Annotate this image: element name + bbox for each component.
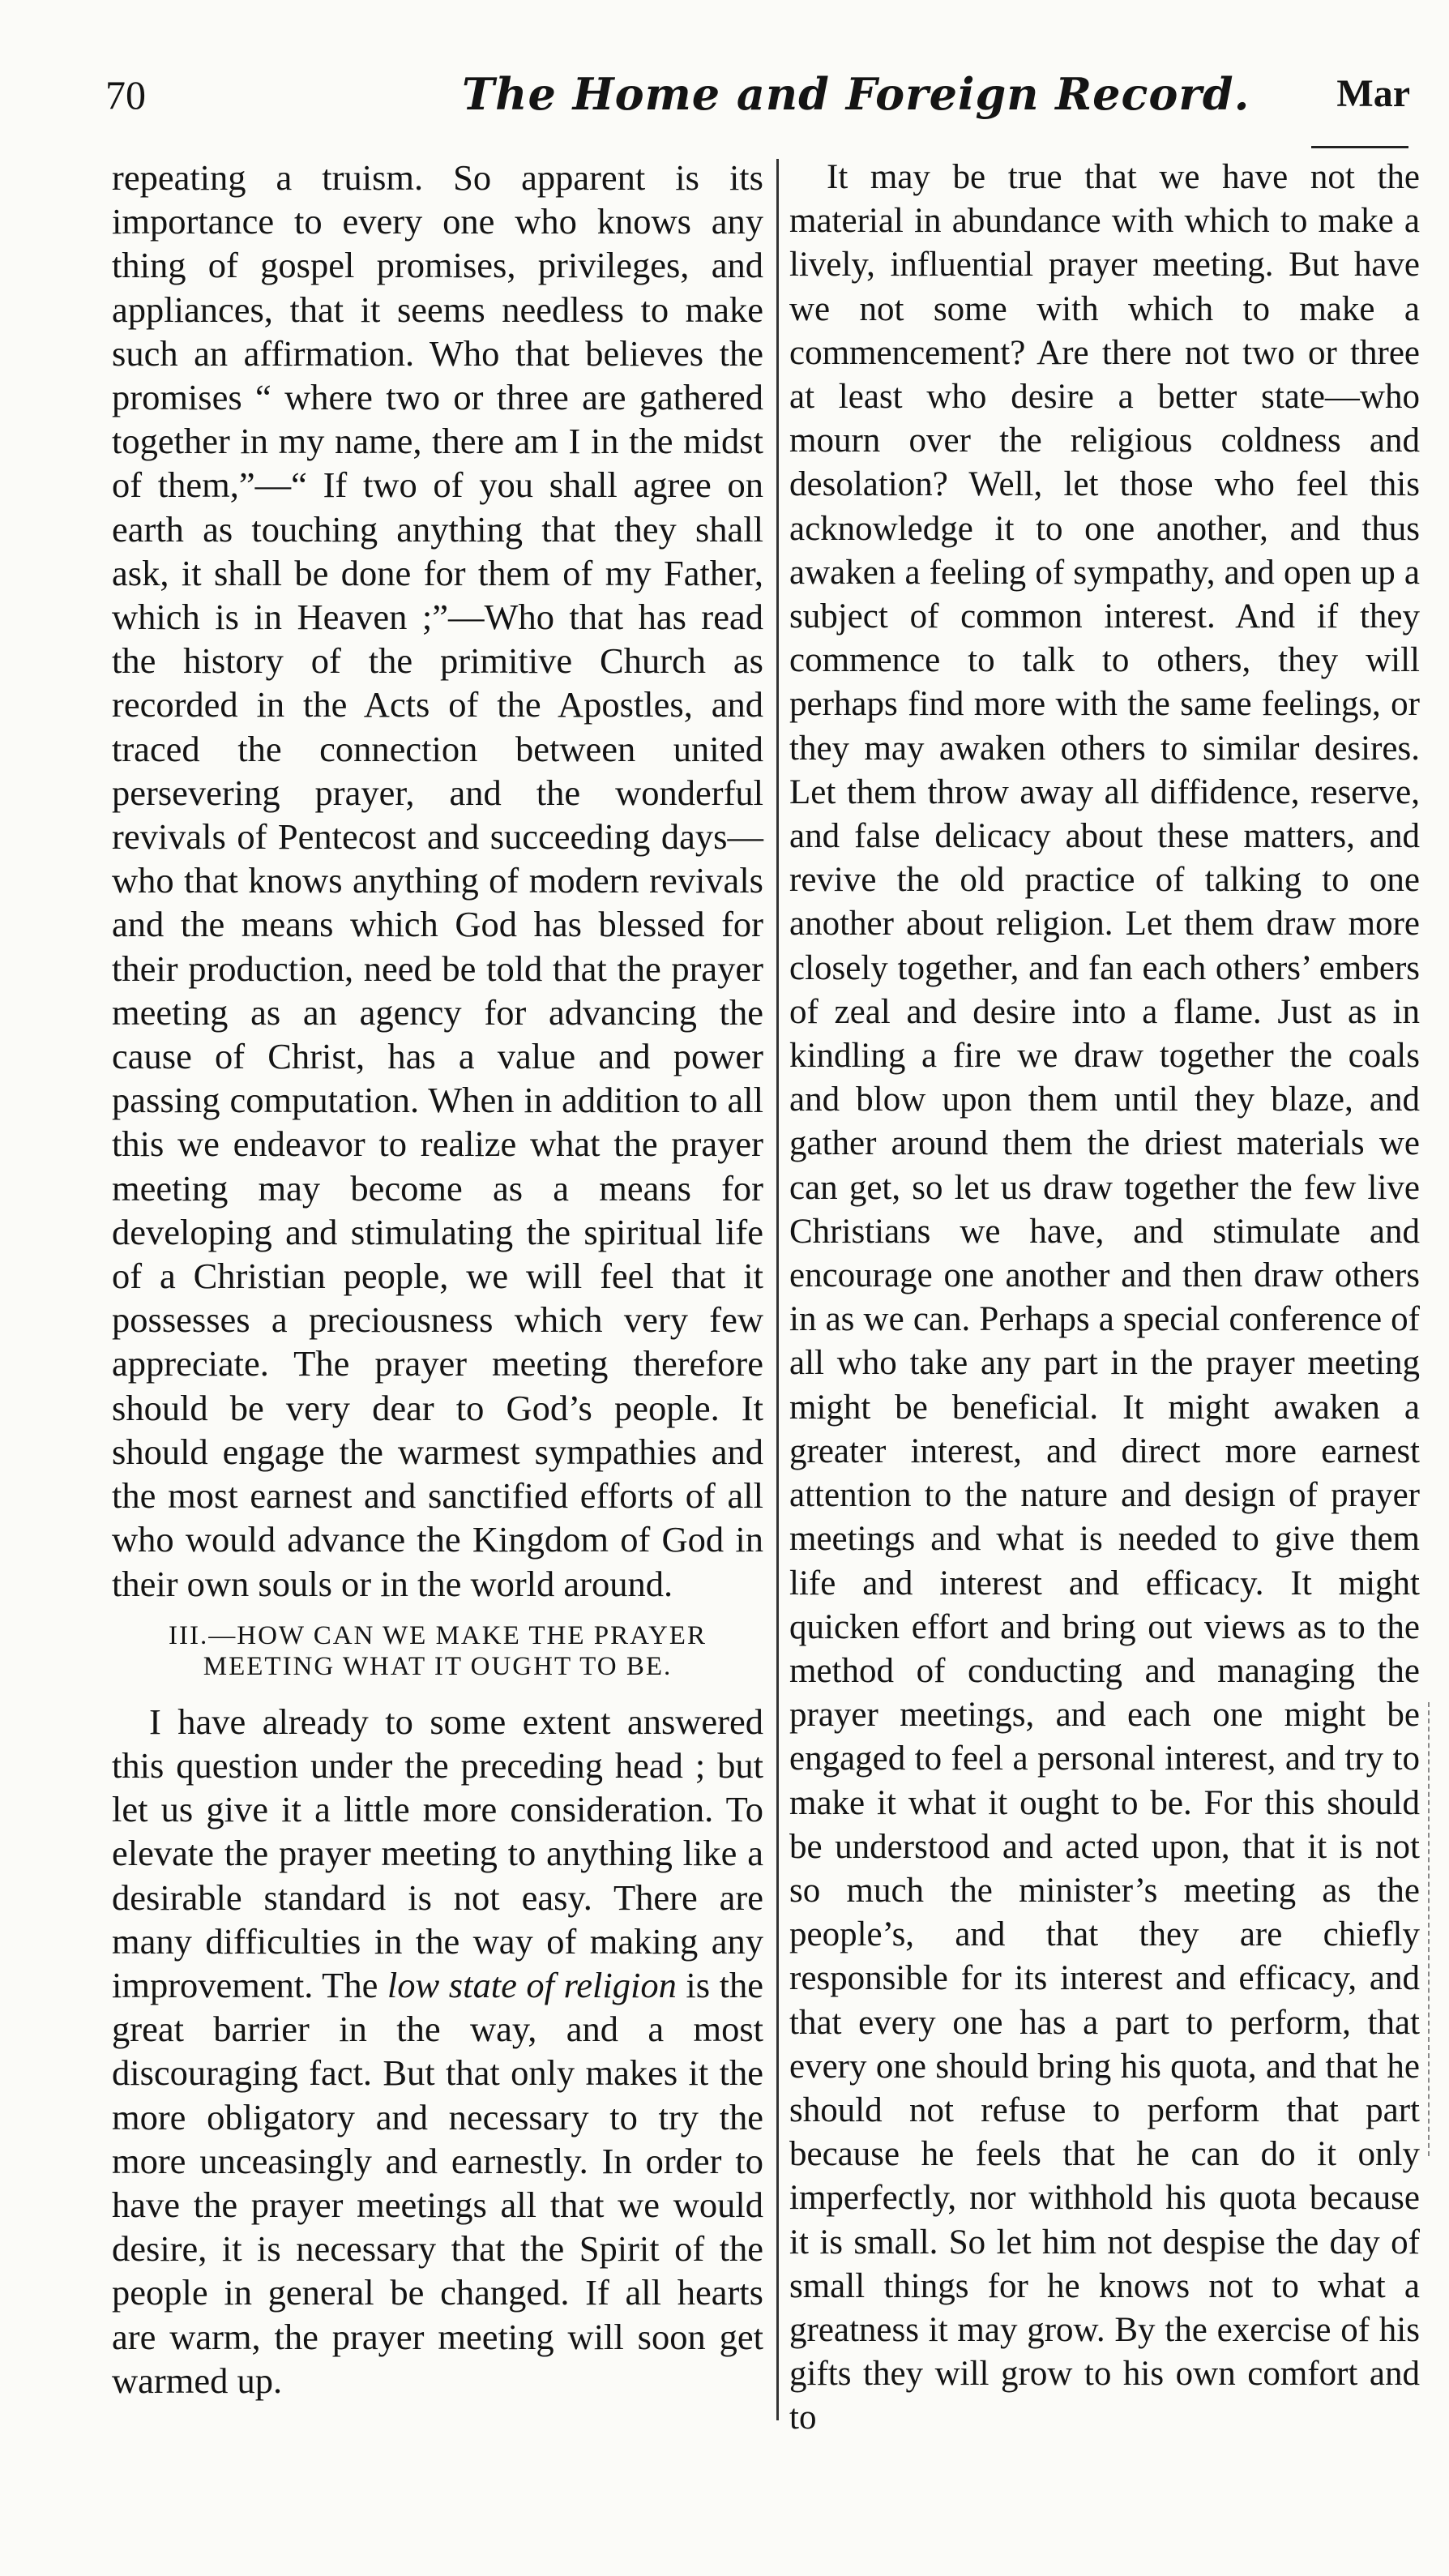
right-column [789, 156, 1420, 2441]
left-paragraph-2-emphasis: low state of religion [387, 1964, 677, 2005]
page-edge-mark [1428, 1702, 1431, 2156]
left-paragraph-1: repeating a truism. So apparent is its importance to every one who knows any thing of gospel promises, privileges, and appliances, that it seems needless to make such an affirmation. Who that believes the promises “ where two or three are gathered together in my name, there am I in the midst of them,”—“ If two of you shall agree on earth as touching anything that they shall ask, it shall be done for them of my Father, which is in Heaven ;”—Who that has read the history of the primitive Church as recorded in the Acts of the Apostles, and traced the connection between united persevering prayer, and the wonderful revivals of Pentecost and succeeding days—who that knows anything of modern revivals and the means which God has blessed for their production, need be told that the prayer meeting as an agency for advancing the cause of Christ, has a value and power passing computation. When in addition to all this we endeavor to realize what the prayer meeting may become as a means for developing and stimulating the spiritual life of a Christian people, we will feel that it possesses a preciousness which very few appreciate. The prayer meeting therefore should be very dear to God’s people. It should engage the warmest sympathies and the most earnest and sanctified efforts of all who would advance the Kingdom of God in their own souls or in the world around. [112, 157, 763, 1604]
left-column [112, 156, 763, 2403]
page-header [105, 68, 1410, 128]
section-heading: III.—HOW CAN WE MAKE THE PRAYER MEETING WHAT IT OUGHT TO BE. [169, 1620, 707, 1681]
right-paragraph-1: It may be true that we have not the material in abundance with which to make a lively, influential prayer meeting. But have we not some with which to make a commencement? Are there not two or three at least who desire a better state—who mourn over the religious coldness and desolation? Well, let those who feel this acknowledge it to one another, and thus awaken a feeling of sympathy, and open up a subject of common interest. And if they commence to talk to others, they will perhaps find more with the same feelings, or they may awaken others to similar desires. Let them throw away all diffidence, reserve, and false delicacy about these matters, and revive the old practice of talking to one another about religion. Let them draw more closely together, and fan each others’ embers of zeal and desire into a flame. Just as in kindling a fire we draw together the coals and blow upon them until they blaze, and gather around them the driest materials we can get, so let us draw together the few live Christians we have, and stimulate and encourage one another and then draw others in as we can. Perhaps a special conference of all who take any part in the prayer meeting might be beneficial. It might awaken a greater interest, and direct more earnest attention to the nature and design of prayer meetings and what is needed to give them life and interest and efficacy. It might quicken effort and bring out views as to the method of conducting and managing the prayer meetings, and each one might be engaged to feel a personal interest, and try to make it what it ought to be. For this should be understood and acted upon, that it is not so much the minister’s meeting as the people’s, and that they are chiefly responsible for its interest and efficacy, and that every one has a part to perform, that every one should bring his quota, and that he should not refuse to perform that part because he feels that he can do it only imperfectly, nor withhold his quota because it is small. So let him not despise the day of small things for he knows not to what a greatness it may grow. By the exercise of his gifts they will grow to his own comfort and to [789, 158, 1420, 2437]
column-divider [776, 159, 779, 2420]
left-paragraph-2 [112, 1700, 763, 2403]
header-month: Mar [1336, 72, 1410, 115]
running-title: The Home and Foreign Record. [462, 68, 1250, 120]
left-paragraph-2-part-a: I have already to some extent answered this question under the preceding head ; but let us give it a little more consideration. To elevate the prayer meeting to anything like a desirable standard is not easy. There are many difficulties in the way of making any improvement. The [112, 1701, 763, 2005]
page-number: 70 [105, 72, 146, 118]
left-paragraph-2-part-b: is the great barrier in the way, and a most discouraging fact. But that only makes it the more obligatory and necessary to try the more unceasingly and earnestly. In order to have the prayer meetings all that we would desire, it is necessary that the Spirit of the people in general be changed. If all hearts are warm, the prayer meeting will soon get warmed up. [112, 1964, 764, 2401]
header-rule [1311, 146, 1408, 148]
